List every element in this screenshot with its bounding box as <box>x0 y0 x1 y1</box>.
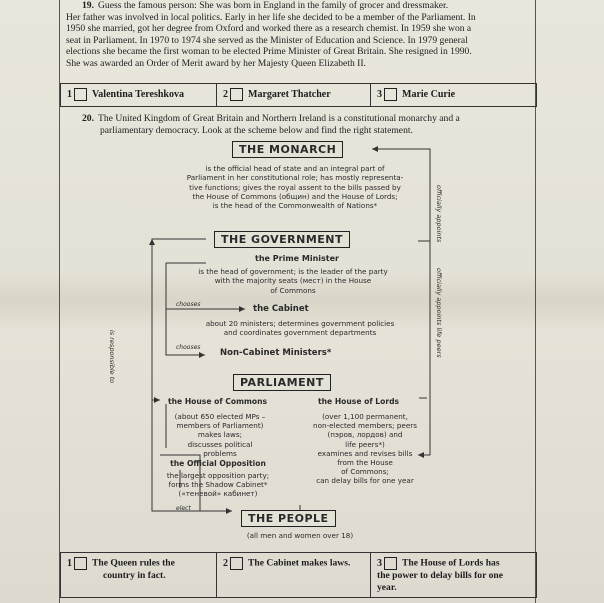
commons-line-1: members of Parliament) <box>176 421 264 431</box>
pm-line-0: is the head of government; is the leader of the party <box>198 267 388 276</box>
q20-answer-row <box>60 552 537 598</box>
opposition-line-1: forms the Shadow Cabinet* <box>168 480 268 490</box>
lords-line-2: (пэров, лордов) and <box>327 430 403 440</box>
q20-option-3-line-1: the power to delay bills for one <box>377 570 503 581</box>
monarch-line-2: tive functions; gives the royal assent to the bills passed by <box>189 182 401 192</box>
people-header: THE PEOPLE <box>241 510 336 527</box>
cabinet-description <box>180 319 420 338</box>
parliament-header: PARLIAMENT <box>233 374 331 391</box>
official-opposition-description <box>156 471 280 499</box>
q19-option-3-num: 3 <box>377 89 382 100</box>
q20-option-1-num: 1 <box>67 557 72 569</box>
q19-option-2-label: Margaret Thatcher <box>248 89 331 100</box>
monarch-description <box>160 164 430 210</box>
pm-line-1: with the majority seats (мест) in the House <box>214 276 372 286</box>
opposition-line-2: («теневой» кабинет) <box>178 489 258 499</box>
q20-option-1-checkbox[interactable] <box>74 557 87 570</box>
q20-option-1-line-0: The Queen rules the <box>92 557 175 569</box>
q20-line-1: parliamentary democracy. Look at the scheme below and find the right statement. <box>100 125 413 136</box>
commons-line-3: discusses political <box>187 439 253 449</box>
elect-label: elect <box>176 505 191 512</box>
house-of-lords-title: the House of Lords <box>318 397 400 406</box>
prime-minister-description <box>166 267 420 295</box>
q20-option-1-line-1: country in fact. <box>103 570 166 581</box>
monarch-line-1: Parliament in her constitutional role; has mostly representa- <box>186 173 404 183</box>
lords-line-5: from the House <box>337 458 393 468</box>
commons-line-4: problems <box>203 448 237 458</box>
label-officially-appoints-life-peers: officially appoints life peers <box>435 268 443 358</box>
opposition-line-0: the largest opposition party; <box>166 471 270 480</box>
monarch-line-4: is the head of the Commonwealth of Nations* <box>212 201 378 211</box>
people-subtitle: (all men and women over 18) <box>246 531 354 540</box>
q19-line-3: seat in Parliament. In 1970 to 1974 she served as the Minister of Education and Science. In 1979 general <box>66 34 468 46</box>
label-officially-appoints: officially appoints <box>435 185 443 243</box>
q19-option-2-num: 2 <box>223 89 228 100</box>
q19-line-2: 1950 she married, got her degree from Oxford and worked there as a research chemist. In 1959 she won a <box>66 23 472 35</box>
commons-line-2: makes laws; <box>197 430 243 440</box>
cabinet-line-0: about 20 ministers; determines government policies <box>205 319 395 328</box>
q20-option-3-num: 3 <box>377 557 382 569</box>
q20-option-3-line-0: The House of Lords has <box>402 557 500 569</box>
q20-option-2[interactable] <box>216 553 370 597</box>
q19-line-5: She was awarded an Order of Merit award by her Majesty Queen Elizabeth II. <box>66 57 366 69</box>
house-of-commons-title: the House of Commons <box>168 397 268 406</box>
q19-line-1: Her father was involved in local politics. Early in her life she decided to be a member of the Parliament. In <box>66 11 476 23</box>
q19-option-3-label: Marie Curie <box>402 89 456 100</box>
cabinet-line-1: and coordinates government departments <box>223 328 377 338</box>
prime-minister-title: the Prime Minister <box>255 254 339 263</box>
lords-line-1: non-elected members; peers <box>313 421 417 431</box>
lords-line-6: of Commons; <box>341 467 389 477</box>
q20-option-3-line-2: year. <box>377 582 397 593</box>
lords-line-4: examines and revises bills <box>317 448 413 458</box>
q19-line-0: Guess the famous person: She was born in England in the family of grocer and dressmaker. <box>98 0 449 11</box>
non-cabinet-ministers-title: Non-Cabinet Ministers* <box>220 348 332 358</box>
commons-line-0: (about 650 elected MPs – <box>174 412 266 421</box>
lords-line-0: (over 1,100 permanent, <box>322 412 408 421</box>
q20-number: 20. <box>82 113 94 124</box>
cabinet-title: the Cabinet <box>253 304 309 314</box>
official-opposition-title: the Official Opposition <box>170 459 266 468</box>
label-is-responsible-to: is responsible to <box>108 330 116 384</box>
lords-line-7: can delay bills for one year <box>316 476 414 486</box>
q19-line-4: elections she became the first woman to be elected Prime Minister of Great Britain. She resigned in 1990. <box>66 46 472 58</box>
q19-number: 19. <box>82 0 94 11</box>
q20-option-1[interactable] <box>61 553 216 597</box>
q20-option-2-checkbox[interactable] <box>230 557 243 570</box>
house-of-lords-description <box>300 412 430 486</box>
monarch-header: THE MONARCH <box>232 141 343 158</box>
q20-option-2-line-0: The Cabinet makes laws. <box>248 557 351 569</box>
q19-option-1-label: Valentina Tereshkova <box>92 89 184 100</box>
q20-option-3-checkbox[interactable] <box>384 557 397 570</box>
chooses-label-2: chooses <box>176 344 201 351</box>
q20-line-0: The United Kingdom of Great Britain and Northern Ireland is a constitutional monarchy and a <box>98 113 460 124</box>
q20-option-2-num: 2 <box>223 557 228 569</box>
chooses-label-1: chooses <box>176 301 201 308</box>
house-of-commons-description <box>160 412 280 458</box>
government-header: THE GOVERNMENT <box>214 231 350 248</box>
monarch-line-3: the House of Commons (общин) and the House of Lords; <box>192 191 398 201</box>
pm-line-2: of Commons <box>270 285 316 295</box>
lords-line-3: life peers*) <box>345 439 385 449</box>
q19-option-1-num: 1 <box>67 89 72 100</box>
monarch-line-0: is the official head of state and an integral part of <box>205 164 385 173</box>
q20-option-3[interactable] <box>370 553 536 597</box>
